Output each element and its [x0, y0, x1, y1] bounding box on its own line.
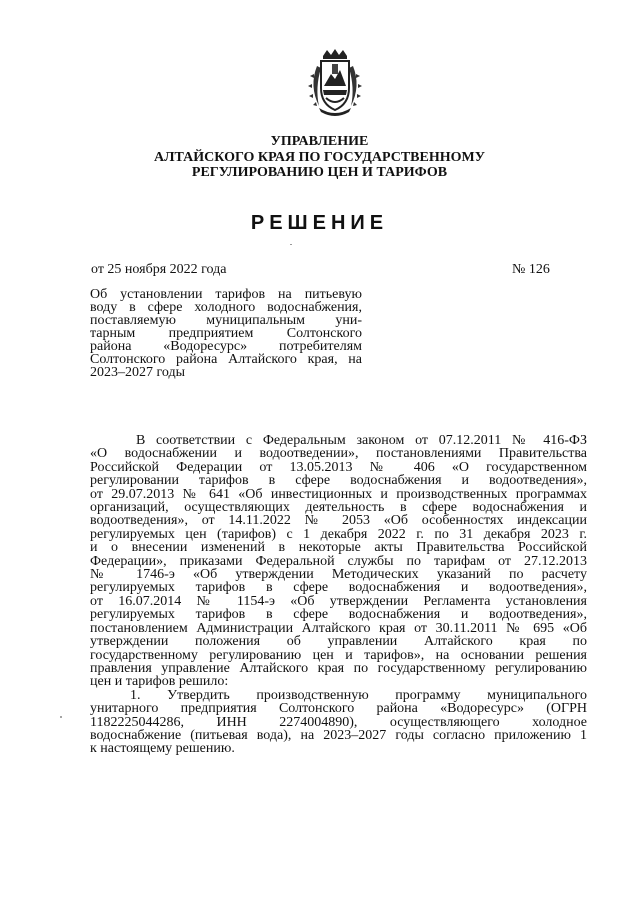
body-line: и о внесении изменений в некоторые акты Правительства Российской — [90, 540, 587, 556]
body-line: Российской Федерации от 13.05.2013 № 406 «О государственном — [90, 459, 587, 475]
body-line: правления управление Алтайского края по государственному регулированию — [90, 660, 587, 676]
document-number: № 126 — [512, 262, 550, 277]
body-line: постановлением Администрации Алтайского края от 30.11.2011 № 695 «Об — [90, 620, 587, 636]
body-line: регулируемых тарифов в сфере водоснабжения и водоотведения», — [90, 607, 587, 623]
subject-line: поставляемую муниципальным уни- — [90, 313, 362, 328]
body-line: организаций, осуществляющих деятельность в сфере водоснабжения и — [90, 500, 587, 516]
authority-line-1: УПРАВЛЕНИЕ — [270, 134, 369, 149]
body-line: регулируемых цен (тарифов) с 1 декабря 2022 г. по 31 декабря 2023 г. — [90, 526, 587, 542]
body-line: от 16.07.2014 № 1154-э «Об утверждении Регламента установления — [90, 593, 587, 609]
resolution-item-line: 1182225044286, ИНН 2274004890), осуществляющего холодное — [90, 714, 587, 730]
subject-line: Об установлении тарифов на питьевую — [90, 287, 362, 302]
subject-line: Солтонского района Алтайского края, на — [90, 352, 362, 367]
body-line: В соответствии с Федеральным законом от 07.12.2011 № 416-ФЗ — [136, 433, 587, 448]
resolution-item-line: унитарного предприятия Солтонского района «Водоресурс» (ОГРН — [90, 701, 587, 717]
body-line: от 29.07.2013 № 641 «Об инвестиционных и производственных программах — [90, 486, 587, 502]
subject-line: воду в сфере холодного водоснабжения, — [90, 300, 362, 315]
coat-of-arms-emblem — [305, 48, 365, 118]
body-line: № 1746-э «Об утверждении Методических указаний по расчету — [90, 567, 587, 583]
document-date: от 25 ноября 2022 года — [91, 262, 227, 277]
resolution-item-line: водоснабжение (питьевая вода), на 2023–2027 годы согласно приложению 1 — [90, 727, 587, 743]
document-subject — [90, 288, 362, 379]
subject-line: тарным предприятием Солтонского — [90, 326, 362, 341]
resolution-item-line: к настоящему решению. — [90, 741, 235, 757]
preamble-body — [90, 434, 587, 756]
body-line: Федерации», приказами Федеральной службы по тарифам от 27.12.2013 — [90, 553, 587, 569]
body-line: водоотведения», от 14.11.2022 № 2053 «Об особенностях индексации — [90, 513, 587, 529]
authority-line-3: РЕГУЛИРОВАНИЮ ЦЕН И ТАРИФОВ — [191, 165, 448, 180]
body-line: цен и тарифов решило: — [90, 674, 229, 690]
body-line: регулируемых тарифов в сфере водоснабжения и водоотведения», — [90, 580, 587, 596]
body-line: регулировании тарифов в сфере водоснабжения и водоотведения», — [90, 473, 587, 489]
authority-line-2: АЛТАЙСКОГО КРАЯ ПО ГОСУДАРСТВЕННОМУ — [154, 149, 485, 165]
subject-line: района «Водоресурс» потребителям — [90, 339, 362, 354]
document-type-title: РЕШЕНИЕ — [250, 212, 389, 234]
scan-speck — [60, 716, 62, 718]
body-line: утверждении положения об управлении Алтайского края по — [90, 634, 587, 650]
body-line: государственному регулированию цен и тарифов», на основании решения — [90, 647, 587, 663]
subject-line: 2023–2027 годы — [90, 365, 186, 380]
issuing-authority-title — [0, 134, 639, 181]
scan-speck — [290, 244, 292, 245]
body-line: «О водоснабжении и водоотведении», постановлениями Правительства — [90, 446, 587, 462]
resolution-item-line: 1. Утвердить производственную программу муниципального — [130, 687, 587, 703]
coat-of-arms-icon — [305, 48, 365, 118]
